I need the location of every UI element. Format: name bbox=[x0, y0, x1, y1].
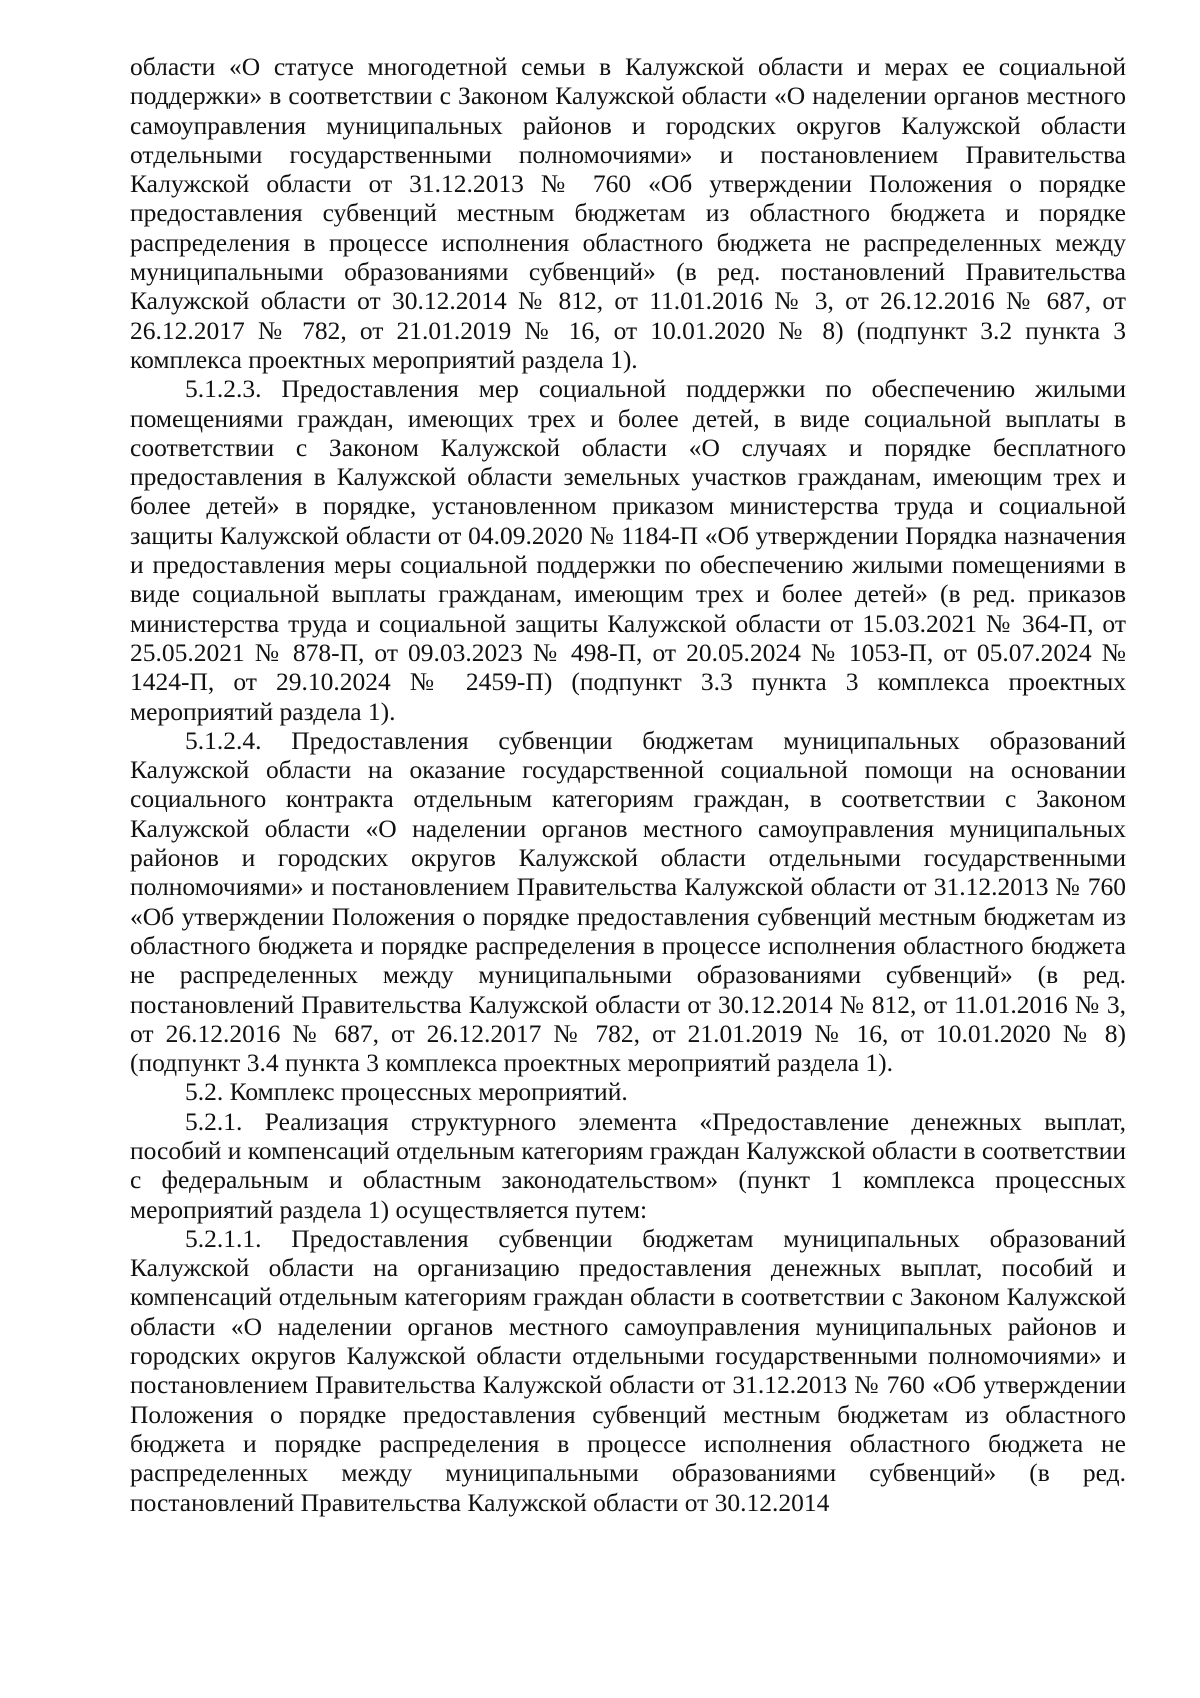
paragraph-5-2: 5.2. Комплекс процессных мероприятий. bbox=[185, 1077, 628, 1107]
paragraph-5-2-1-1: 5.2.1.1. Предоставления субвенции бюджетам муниципальных образований Калужской области на организацию предоставления денежных выплат, пособий и компенсаций отдельным категориям граждан области в соответствии с Законом Калужской области «О наделении органов местного самоуправления муниципальных районов и городских округов Калужской области отдельными государственными полномочиями» и постановлением Правительства Калужской области от 31.12.2013 № 760 «Об утверждении Положения о порядке предоставления субвенций местным бюджетам из областного бюджета и порядке распределения в процессе исполнения областного бюджета не распределенных между муниципальными образованиями субвенций» (в ред. постановлений Правительства Калужской области от 30.12.2014 bbox=[130, 1223, 1126, 1517]
paragraph-5-1-2-3: 5.1.2.3. Предоставления мер социальной поддержки по обеспечению жилыми помещениями граждан, имеющих трех и более детей, в виде социальной выплаты в соответствии с Законом Калужской области «О случаях и порядке бесплатного предоставления в Калужской области земельных участков гражданам, имеющим трех и более детей» в порядке, установленном приказом министерства труда и социальной защиты Калужской области от 04.09.2020 № 1184-П «Об утверждении Порядка назначения и предоставления меры социальной поддержки по обеспечению жилыми помещениями в виде социальной выплаты гражданам, имеющим трех и более детей» (в ред. приказов министерства труда и социальной защиты Калужской области от 15.03.2021 № 364-П, от 25.05.2021 № 878-П, от 09.03.2023 № 498-П, от 20.05.2024 № 1053-П, от 05.07.2024 № 1424-П, от 29.10.2024 № 2459-П) (подпункт 3.3 пункта 3 комплекса проектных мероприятий раздела 1). bbox=[130, 374, 1126, 726]
document-body bbox=[130, 52, 1126, 1517]
paragraph-5-2-1: 5.2.1. Реализация структурного элемента «Предоставление денежных выплат, пособий и компенсаций отдельным категориям граждан Калужской области в соответствии с федеральным и областным законодательством» (пункт 1 комплекса процессных мероприятий раздела 1) осуществляется путем: bbox=[130, 1106, 1126, 1224]
paragraph-continuation: области «О статусе многодетной семьи в Калужской области и мерах ее социальной поддержки» в соответствии с Законом Калужской области «О наделении органов местного самоуправления муниципальных районов и городских округов Калужской области отдельными государственными полномочиями» и постановлением Правительства Калужской области от 31.12.2013 № 760 «Об утверждении Положения о порядке предоставления субвенций местным бюджетам из областного бюджета и порядке распределения в процессе исполнения областного бюджета не распределенных между муниципальными образованиями субвенций» (в ред. постановлений Правительства Калужской области от 30.12.2014 № 812, от 11.01.2016 № 3, от 26.12.2016 № 687, от 26.12.2017 № 782, от 21.01.2019 № 16, от 10.01.2020 № 8) (подпункт 3.2 пункта 3 комплекса проектных мероприятий раздела 1). bbox=[130, 52, 1126, 374]
paragraph-5-1-2-4: 5.1.2.4. Предоставления субвенции бюджетам муниципальных образований Калужской области на оказание государственной социальной помощи на основании социального контракта отдельным категориям граждан, в соответствии с Законом Калужской области «О наделении органов местного самоуправления муниципальных районов и городских округов Калужской области отдельными государственными полномочиями» и постановлением Правительства Калужской области от 31.12.2013 № 760 «Об утверждении Положения о порядке предоставления субвенций местным бюджетам из областного бюджета и порядке распределения в процессе исполнения областного бюджета не распределенных между муниципальными образованиями субвенций» (в ред. постановлений Правительства Калужской области от 30.12.2014 № 812, от 11.01.2016 № 3, от 26.12.2016 № 687, от 26.12.2017 № 782, от 21.01.2019 № 16, от 10.01.2020 № 8) (подпункт 3.4 пункта 3 комплекса проектных мероприятий раздела 1). bbox=[130, 725, 1126, 1078]
